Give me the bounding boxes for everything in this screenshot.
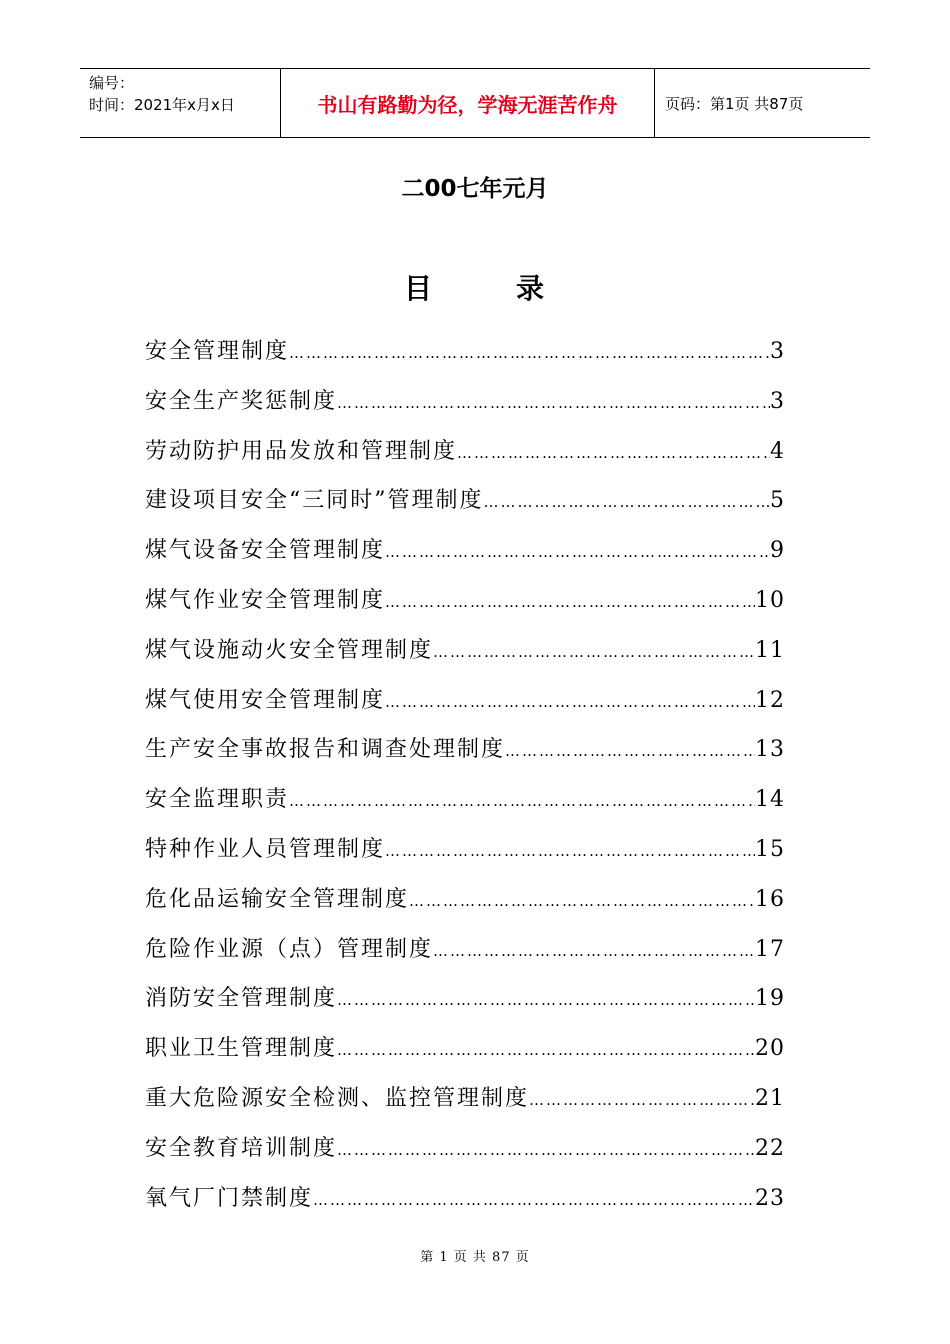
toc-entry-label: 煤气设施动火安全管理制度	[145, 637, 434, 663]
toc-leader-dots	[409, 892, 755, 910]
document-number-label: 编号：	[89, 74, 135, 92]
toc-entry[interactable]	[145, 1181, 785, 1231]
toc-leader-dots	[337, 1041, 755, 1059]
toc-leader-dots	[385, 693, 755, 711]
toc-entry-label: 建设项目安全“三同时”管理制度	[145, 488, 484, 514]
toc-leader-dots	[433, 643, 755, 661]
toc-entry-page: 5	[770, 488, 785, 514]
page-header	[80, 68, 870, 138]
toc-entry[interactable]	[145, 782, 785, 832]
toc-entry-page: 12	[755, 687, 785, 713]
toc-entry[interactable]	[145, 334, 785, 384]
toc-leader-dots	[313, 1191, 755, 1209]
toc-leader-dots	[385, 593, 755, 611]
toc-leader-dots	[337, 394, 770, 412]
toc-entry[interactable]	[145, 732, 785, 782]
toc-entry-label: 氧气厂门禁制度	[145, 1185, 314, 1211]
toc-entry-label: 煤气设备安全管理制度	[145, 538, 386, 564]
toc-entry[interactable]	[145, 384, 785, 434]
toc-leader-dots	[529, 1091, 755, 1109]
header-motto: 书山有路勤为径，学海无涯苦作舟	[281, 69, 655, 137]
toc-entry-page: 14	[755, 787, 785, 813]
toc-leader-dots	[337, 1141, 755, 1159]
header-page-info: 页码：第1页 共87页	[665, 94, 804, 113]
toc-entry-label: 安全教育培训制度	[145, 1135, 338, 1161]
toc-entry-page: 11	[755, 637, 785, 663]
toc-entry-page: 9	[770, 538, 785, 564]
toc-entry[interactable]	[145, 981, 785, 1031]
toc-entry[interactable]	[145, 434, 785, 484]
page-footer: 第 1 页 共 87 页	[420, 1250, 530, 1265]
toc-leader-dots	[484, 493, 771, 511]
toc-entry[interactable]	[145, 583, 785, 633]
toc-entry[interactable]	[145, 932, 785, 982]
toc-entry-label: 安全管理制度	[145, 339, 290, 364]
toc-entry-label: 煤气作业安全管理制度	[145, 587, 386, 613]
toc-entry-label: 危险作业源（点）管理制度	[145, 936, 434, 962]
toc-entry[interactable]	[145, 483, 785, 533]
toc-title-left: 目	[403, 272, 434, 305]
toc-entry-page: 23	[755, 1185, 785, 1211]
toc-entry-label: 安全生产奖惩制度	[145, 388, 338, 414]
toc-entry-page: 21	[755, 1085, 785, 1111]
toc-entry[interactable]	[145, 832, 785, 882]
document-time-label: 时间：2021年x月x日	[89, 96, 235, 114]
toc-entry-label: 安全监理职责	[145, 787, 290, 813]
toc-entry-page: 13	[755, 737, 785, 763]
toc-entry-label: 危化品运输安全管理制度	[145, 886, 410, 912]
toc-entry[interactable]	[145, 1131, 785, 1181]
toc-entry-label: 职业卫生管理制度	[145, 1036, 338, 1062]
toc-entry-page: 10	[755, 587, 785, 613]
toc-leader-dots	[289, 792, 755, 810]
toc-title-right: 录	[516, 272, 547, 305]
toc-entry[interactable]	[145, 533, 785, 583]
toc-entry-label: 煤气使用安全管理制度	[145, 687, 386, 713]
toc-leader-dots	[457, 444, 770, 462]
toc-entry-label: 消防安全管理制度	[145, 986, 338, 1012]
toc-entry[interactable]	[145, 633, 785, 683]
toc-entry-label: 重大危险源安全检测、监控管理制度	[145, 1085, 530, 1111]
toc-entry-page: 3	[770, 388, 785, 414]
header-meta	[80, 69, 281, 137]
toc-leader-dots	[289, 344, 770, 362]
toc-entry-page: 17	[755, 936, 785, 962]
toc-title	[0, 267, 950, 307]
toc-entry[interactable]	[145, 1031, 785, 1081]
toc-leader-dots	[433, 942, 755, 960]
toc-entry-label: 生产安全事故报告和调查处理制度	[145, 737, 506, 763]
toc-entry-label: 劳动防护用品发放和管理制度	[145, 438, 458, 464]
toc-leader-dots	[337, 991, 755, 1009]
toc-entry-page: 15	[755, 836, 785, 862]
document-date: 二00七年元月	[401, 176, 549, 202]
toc-entry-page: 22	[755, 1135, 785, 1161]
toc-entry[interactable]	[145, 882, 785, 932]
table-of-contents	[145, 334, 785, 1230]
toc-entry[interactable]	[145, 683, 785, 733]
toc-entry-label: 特种作业人员管理制度	[145, 836, 386, 862]
toc-entry-page: 16	[755, 886, 785, 912]
toc-entry-page: 19	[755, 986, 785, 1012]
toc-entry[interactable]	[145, 1081, 785, 1131]
toc-entry-page: 3	[770, 339, 785, 364]
toc-leader-dots	[385, 543, 770, 561]
toc-entry-page: 4	[770, 438, 785, 464]
toc-entry-page: 20	[755, 1036, 785, 1062]
toc-leader-dots	[505, 742, 755, 760]
toc-leader-dots	[385, 842, 755, 860]
